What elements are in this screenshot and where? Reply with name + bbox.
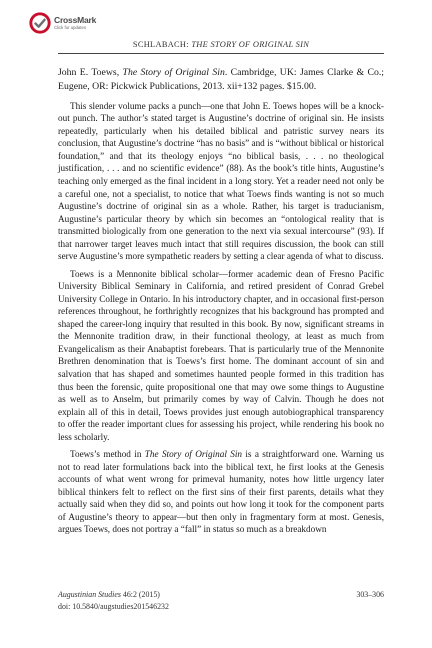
journal-name: Augustinian Studies	[58, 590, 121, 599]
paragraph-2: Toews is a Mennonite biblical scholar—former academic dean of Fresno Pacific University Biblical Seminary in California, and retired president of Conrad Grebel University College in Ontario. In his introductory chapter, and in occasional first-person references throughout, he forthrightly recognizes that his background has prompted and shaped the career-long inquiry that resulted in this book. By now, significant streams in the Mennonite tradition draw, in their functional theology, at least as much from Evangelicalism as their Anabaptist forebears. That is particularly true of the Mennonite Brethren denomination that is Toews’s first home. The dominant account of sin and salvation that has shaped and sometimes haunted people formed in this tradition has thus been the forensic, quite propositional one that may owe some things to Augustine as well as to Anselm, but primarily comes by way of Calvin. Though he does not explain all of this in detail, Toews provides just enough autobiographical transparency to offer the reader important clues for assessing his project, while rendering his book no less scholarly.	[58, 268, 384, 442]
review-body	[58, 66, 384, 541]
running-head	[58, 40, 384, 49]
doi-link[interactable]: doi: 10.5840/augstudies201546232	[58, 601, 169, 611]
paragraph-3-prefix: Toews’s method in	[70, 449, 145, 460]
paragraph-3-book-title: The Story of Original Sin	[144, 449, 242, 460]
page-range: 303–306	[356, 590, 384, 599]
citation-author: John E. Toews,	[58, 67, 120, 78]
journal-issue: 46:2 (2015)	[120, 590, 160, 599]
paragraph-3	[58, 448, 384, 536]
running-head-author: SCHLABACH:	[132, 40, 189, 49]
citation-details: . Cambridge, UK: James Clarke & Co.; Eugene, OR: Pickwick Publications, 2013. xii+132 pages. $15.00.	[58, 67, 384, 92]
running-head-title: THE STORY OF ORIGINAL SIN	[191, 40, 310, 49]
crossmark-text	[54, 16, 96, 31]
book-citation	[58, 66, 384, 93]
paragraph-3-text: is a straightforward one. Warning us not to read later formulations back into the biblical text, he first looks at the Genesis accounts of what went wrong for primeval humanity, notes how little urgency later biblical thinkers felt to reflect on the first sins of their first parents, details what they actually said when they did so, and points out how long it took for the component parts of Augustine’s theory to appear—but then only in fragmentary form at most. Genesis, argues Toews, does not portray a “fall” in status so much as a breakdown	[58, 449, 384, 535]
footer-journal-row	[58, 589, 384, 601]
citation-title: The Story of Original Sin	[122, 67, 225, 78]
crossmark-title: CrossMark	[54, 14, 97, 25]
header-rule	[58, 53, 384, 54]
crossmark-badge[interactable]	[29, 10, 96, 36]
crossmark-icon	[29, 12, 51, 34]
page-footer	[58, 589, 384, 612]
crossmark-subtitle: Click for updates	[54, 25, 87, 31]
footer-journal-info	[58, 589, 160, 601]
paragraph-1: This slender volume packs a punch—one that John E. Toews hopes will be a knock-out punch. The author’s stated target is Augustine’s doctrine of original sin. He insists repeatedly, particularly when his detailed biblical and patristic survey nears its conclusion, that Augustine’s doctrine “has no basis” and is “without biblical or historical foundation,” and that its theology enjoys “no biblical basis, . . . no theological justification, . . . and no scientific evidence” (88). As the book’s title hints, Augustine’s teaching only emerged as the final incident in a long story. Yet a reader need not only be a careful one, not a specialist, to notice that what Toews finds wanting is not so much Augustine’s doctrine of original sin as a whole. Rather, his target is traducianism, Augustine’s particular theory by which sin becomes an “ontological reality that is transmitted biologically from one generation to the next via sexual intercourse” (93). If that narrower target leaves much intact that still requires discussion, the book can still serve Augustine’s more sympathetic readers by setting a clear agenda of what to discuss.	[58, 100, 384, 262]
